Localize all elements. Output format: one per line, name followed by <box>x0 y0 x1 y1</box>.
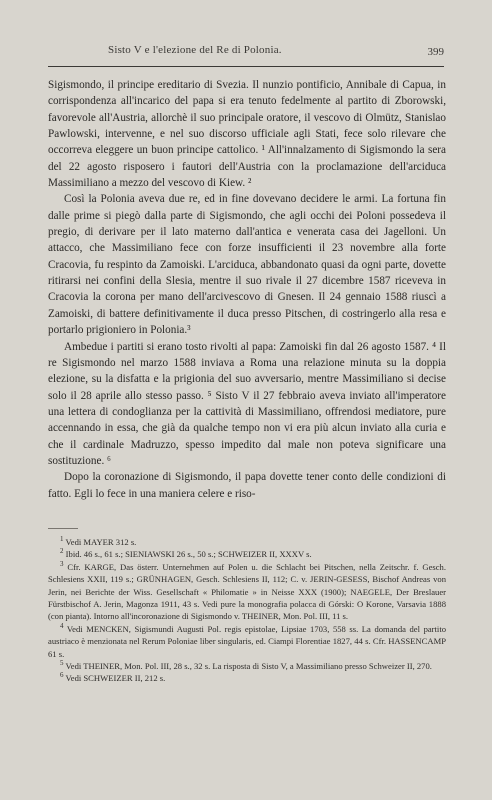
footnote-text: Cfr. KARGE, Das österr. Unternehmen auf Polen u. die Schlacht bei Pitschen, nella Zeitschr. f. Gesch. Schlesiens XXII, 119 s.; GRÜNHAGEN, Gesch. Schlesiens II, 112; C. v. JERIN-GESESS, Bischof Andreas von Jerin, nei Berichte der Wiss. Gesellschaft « Philomatie » in Neisse XXX (1900); NAEGELE, Der Breslauer Fürstbischof A. Jerin, Magonza 1911, 43 s. Vedi pure la monografia polacca di Górski: O Korone, Varsavia 1888 (con pianta). Intorno all'incoronazione di Sigismondo v. THEINER, Mon. Pol. III, 11 s. <box>48 561 446 622</box>
body-text <box>48 77 446 502</box>
footnotes <box>48 536 446 685</box>
paragraph: Così la Polonia aveva due re, ed in fine dovevano decidere le armi. La fortuna fin dalle prime si piegò dalla parte di Sigismondo, che agli occhi dei Poloni possedeva il pregio, di derivare per il lato materno dall'antica e venerata casa dei Jagelloni. Un attacco, che Massimiliano fece con forze insufficienti il 23 novembre alla forte Cracovia, fu respinto da Zamoiski. L'arciduca, abbandonato quasi da ogni parte, dovette ritirarsi nei confini della Slesia, mentre il suo rivale il 27 dicembre 1587 riceveva in Cracovia la corona per mano dell'arcivescovo di Gnesen. Il 24 gennaio 1588 riuscì a Zamoiski, di battere definitivamente il duca presso Pitschen, di costringerlo alla resa e portarlo prigioniero in Polonia.³ <box>48 193 446 337</box>
footnote-text: Vedi THEINER, Mon. Pol. III, 28 s., 32 s. La risposta di Sisto V, a Massimiliano presso Schweizer II, 270. <box>65 661 432 672</box>
paragraph: Dopo la coronazione di Sigismondo, il papa dovette tener conto delle condizioni di fatto. Egli lo fece in una maniera celere e riso- <box>48 471 446 500</box>
page-number: 399 <box>427 46 444 58</box>
page-header <box>48 40 444 60</box>
footnote <box>48 672 446 684</box>
paragraph: Ambedue i partiti si erano tosto rivolti al papa: Zamoiski fin dal 26 agosto 1587. ⁴ Il re Sigismondo nel marzo 1588 inviava a Roma una relazione minuta su la doppia elezione, su la disfatta e la prigionia del suo avversario, mentre Massimiliano si decise solo il 28 aprile allo stesso passo. ⁵ Sisto V il 27 febbraio aveva inviato all'imperatore una lettera di condoglianza per la cattività di Massimiliano, offrendosi mediatore, pure accennando in essa, che già da qualche tempo non vi era più alcun inviato alla curia e che il cardinale Madruzzo, spesso impedito dal male non poteva significare una sostituzione. ⁶ <box>48 340 446 467</box>
footnote-text: Ibid. 46 s., 61 s.; SIENIAWSKI 26 s., 50 s.; SCHWEIZER II, XXXV s. <box>65 549 312 560</box>
footnote <box>48 623 446 660</box>
footnote-mark: 1 <box>60 535 64 544</box>
footnote <box>48 660 446 672</box>
footnote-mark: 5 <box>60 659 64 668</box>
header-rule <box>48 66 444 67</box>
footnote-text: Vedi MAYER 312 s. <box>65 537 137 547</box>
footnote-mark: 6 <box>60 671 64 680</box>
footnote-text: Vedi SCHWEIZER II, 212 s. <box>65 673 166 684</box>
footnote-mark: 3 <box>60 559 64 568</box>
footnote <box>48 561 446 623</box>
footnote-mark: 4 <box>60 621 64 630</box>
paragraph: Sigismondo, il principe ereditario di Svezia. Il nunzio pontificio, Annibale di Capua, in corrispondenza all'incarico del papa si era tenuto fedelmente al partito di Zborowski, favorevole all'Austria, allorchè il suo principale oratore, il vescovo di Olmütz, Stanislao Pawlowski, intervenne, e nel suo discorso ufficiale agli Stati, fece solo rilevare che occorreva eleggere un buon principe cattolico. ¹ All'innalzamento di Sigismondo la sera del 22 agosto risposero i fautori dell'Austria con la proclamazione dell'arciduca Massimiliano a mezzo del vescovo di Kiew. ² <box>48 79 446 190</box>
footnote <box>48 536 446 548</box>
footnote-rule <box>48 528 78 529</box>
footnote-text: Vedi MENCKEN, Sigismundi Augusti Pol. regis epistolae, Lipsiae 1703, 558 ss. La domanda del partito austriaco è menzionata nel Rerum Poloniae liber singularis, ed. Ciampi Florentiae 1827, 44 s. Cfr. HASSENCAMP 61 s. <box>48 623 447 659</box>
footnote <box>48 548 446 560</box>
footnote-mark: 2 <box>60 547 64 556</box>
running-head: Sisto V e l'elezione del Re di Polonia. <box>108 44 282 56</box>
